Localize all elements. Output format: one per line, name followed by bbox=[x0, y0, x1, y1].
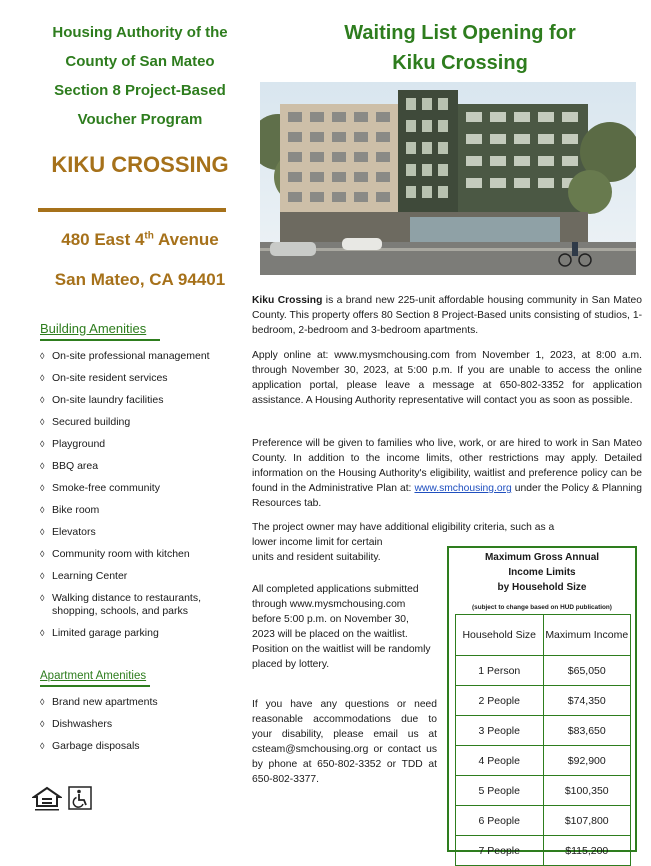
owner-criteria-line3: units and resident suitability. bbox=[252, 552, 381, 563]
divider bbox=[38, 208, 226, 212]
list-item: ◊ Brand new apartments bbox=[40, 696, 158, 708]
table-header-row bbox=[456, 615, 631, 656]
heading-underline bbox=[40, 339, 160, 341]
building-rendering-image bbox=[260, 82, 636, 275]
address-city: San Mateo, CA 94401 bbox=[54, 270, 226, 289]
questions-paragraph: If you have any questions or need reasonable accommodations due to your disability, please email us at csteam@smchousing.org or contact us by phone at 650-802-3352 or TDD at 650-802-3377. bbox=[252, 699, 437, 785]
completed-applications-paragraph: All completed applications submitted through www.mysmchousing.com before 5:00 p.m. on November 30, 2023 will be placed on the waitlist. Position on the waitlist will be randomly placed by lottery. bbox=[252, 584, 431, 670]
list-item: ◊ Playground bbox=[40, 438, 106, 450]
building-amenities-heading: Building Amenities bbox=[40, 321, 147, 336]
list-item: ◊ Elevators bbox=[40, 526, 96, 538]
list-item: ◊ Dishwashers bbox=[40, 718, 113, 730]
table-row: 7 People $115,200 bbox=[456, 836, 631, 866]
owner-criteria-line2: lower income limit for certain bbox=[252, 537, 383, 548]
list-item: ◊ On-site laundry facilities bbox=[40, 394, 164, 406]
table-row: 3 People $83,650 bbox=[456, 716, 631, 746]
list-item: ◊ BBQ area bbox=[40, 460, 99, 472]
apartment-amenities-heading: Apartment Amenities bbox=[40, 670, 147, 682]
address-street: 480 East 4th Avenue bbox=[61, 230, 219, 249]
list-item: ◊ Walking distance to restaurants, shopping, schools, and parks bbox=[40, 592, 202, 617]
page-title: Waiting List Opening for Kiku Crossing bbox=[344, 22, 576, 74]
list-item: ◊ On-site professional management bbox=[40, 350, 210, 362]
list-item: ◊ On-site resident services bbox=[40, 372, 168, 384]
table-row: 1 Person $65,050 bbox=[456, 656, 631, 686]
income-table-title: Maximum Gross Annual Income Limits by Household Size bbox=[484, 552, 600, 593]
table-row: 2 People $74,350 bbox=[456, 686, 631, 716]
list-item: ◊ Learning Center bbox=[40, 570, 128, 582]
table-row: 6 People $107,800 bbox=[456, 806, 631, 836]
equal-housing-opportunity-logo bbox=[32, 786, 62, 814]
list-item: ◊ Community room with kitchen bbox=[40, 548, 190, 560]
income-limits-table bbox=[455, 614, 631, 866]
wheelchair-accessible-icon bbox=[68, 786, 92, 810]
list-item: ◊ Bike room bbox=[40, 504, 100, 516]
list-item: ◊ Garbage disposals bbox=[40, 740, 140, 752]
column-header: Maximum Income bbox=[543, 615, 631, 656]
building-amenities-list bbox=[40, 350, 250, 649]
table-row: 5 People $100,350 bbox=[456, 776, 631, 806]
intro-paragraph: Kiku Crossing is a brand new 225-unit affordable housing community in San Mateo County. This property offers 80 Section 8 Project-Based units consisting of studios, 1-bedroom, 2-bedroom and 3-bedroom apartments. bbox=[252, 295, 642, 336]
list-item: ◊ Secured building bbox=[40, 416, 131, 428]
footer-logos bbox=[32, 786, 92, 814]
preference-paragraph: Preference will be given to families who live, work, or are hired to work in San Mateo County. In addition to the income limits, other restrictions may apply. Detailed information on the Housing Authority's eligibility, waitlist and preference policy can be found in the Administrative Plan at: www.smchousing.org under the Policy & Planning Resources tab. bbox=[252, 438, 642, 509]
apply-paragraph: Apply online at: www.mysmchousing.com from November 1, 2023, at 8:00 a.m. through November 30, 2023, at 5:00 p.m. If you are unable to access the online application portal, please leave a message at 650-802-3352 for application assistance. A Housing Authority representative will contact you as soon as possible. bbox=[252, 350, 642, 406]
heading-underline bbox=[40, 685, 150, 687]
table-row: 4 People $92,900 bbox=[456, 746, 631, 776]
smchousing-link[interactable]: www.smchousing.org bbox=[414, 483, 512, 494]
column-header: Household Size bbox=[456, 615, 544, 656]
owner-criteria-line1: The project owner may have additional eligibility criteria, such as a bbox=[252, 522, 555, 533]
income-table-note: (subject to change based on HUD publication) bbox=[472, 604, 612, 611]
property-name: KIKU CROSSING bbox=[51, 152, 229, 177]
list-item: ◊ Limited garage parking bbox=[40, 627, 159, 639]
organization-name: Housing Authority of the County of San Mateo bbox=[52, 24, 228, 70]
program-name: Section 8 Project-Based Voucher Program bbox=[54, 82, 226, 128]
list-item: ◊ Smoke-free community bbox=[40, 482, 160, 494]
apartment-amenities-list bbox=[40, 696, 250, 762]
